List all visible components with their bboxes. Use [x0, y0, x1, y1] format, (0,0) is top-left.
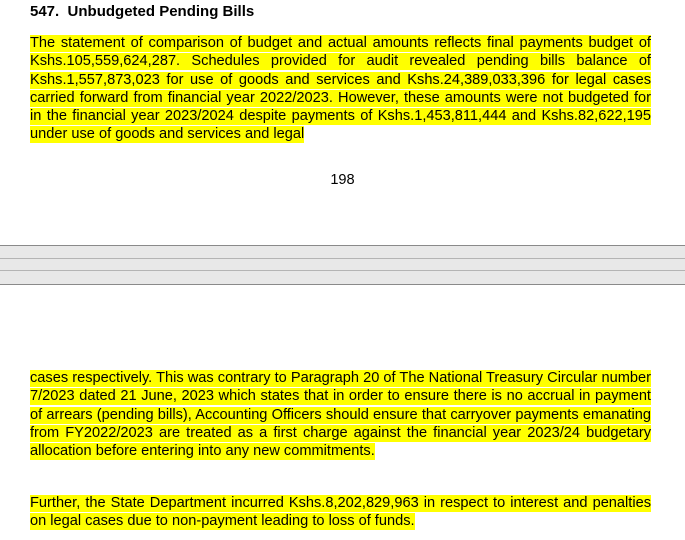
- highlighted-text: cases respectively. This was contrary to Paragraph 20 of The National Treasury Circular number 7/2023 dated 21 June, 2023 which states that in order to ensure there is no accrual in payment of arrears (pending bills), Accounting Officers should ensure that carryover payments emanating from FY2022/2023 are treated as a first charge against the financial year 2023/24 budgetary allocation before entering into any new commitments.: [30, 370, 651, 460]
- paragraph-budget-comparison: [30, 34, 651, 144]
- highlighted-text: The statement of comparison of budget and actual amounts reflects final payments budget of Kshs.105,559,624,287. Schedules provided for audit revealed pending bills balance of Kshs.1,557,873,023 for use of goods and services and Kshs.24,389,033,396 for legal cases carried forward from financial year 2022/2023. However, these amounts were not budgeted for in the financial year 2023/2024 despite payments of Kshs.1,453,811,444 and Kshs.82,622,195 under use of goods and services and legal: [30, 35, 651, 143]
- section-number: 547.: [30, 3, 60, 20]
- paragraph-treasury-circular: [30, 369, 651, 460]
- separator-line: [0, 270, 685, 271]
- separator-line: [0, 258, 685, 259]
- paragraph-interest-penalties: [30, 494, 651, 531]
- section-title: Unbudgeted Pending Bills: [67, 3, 255, 20]
- page-separator: [0, 245, 685, 285]
- section-heading: [30, 3, 254, 21]
- highlighted-text: Further, the State Department incurred Kshs.8,202,829,963 in respect to interest and penalties on legal cases due to non-payment leading to loss of funds.: [30, 495, 651, 530]
- page-number: 198: [330, 172, 355, 188]
